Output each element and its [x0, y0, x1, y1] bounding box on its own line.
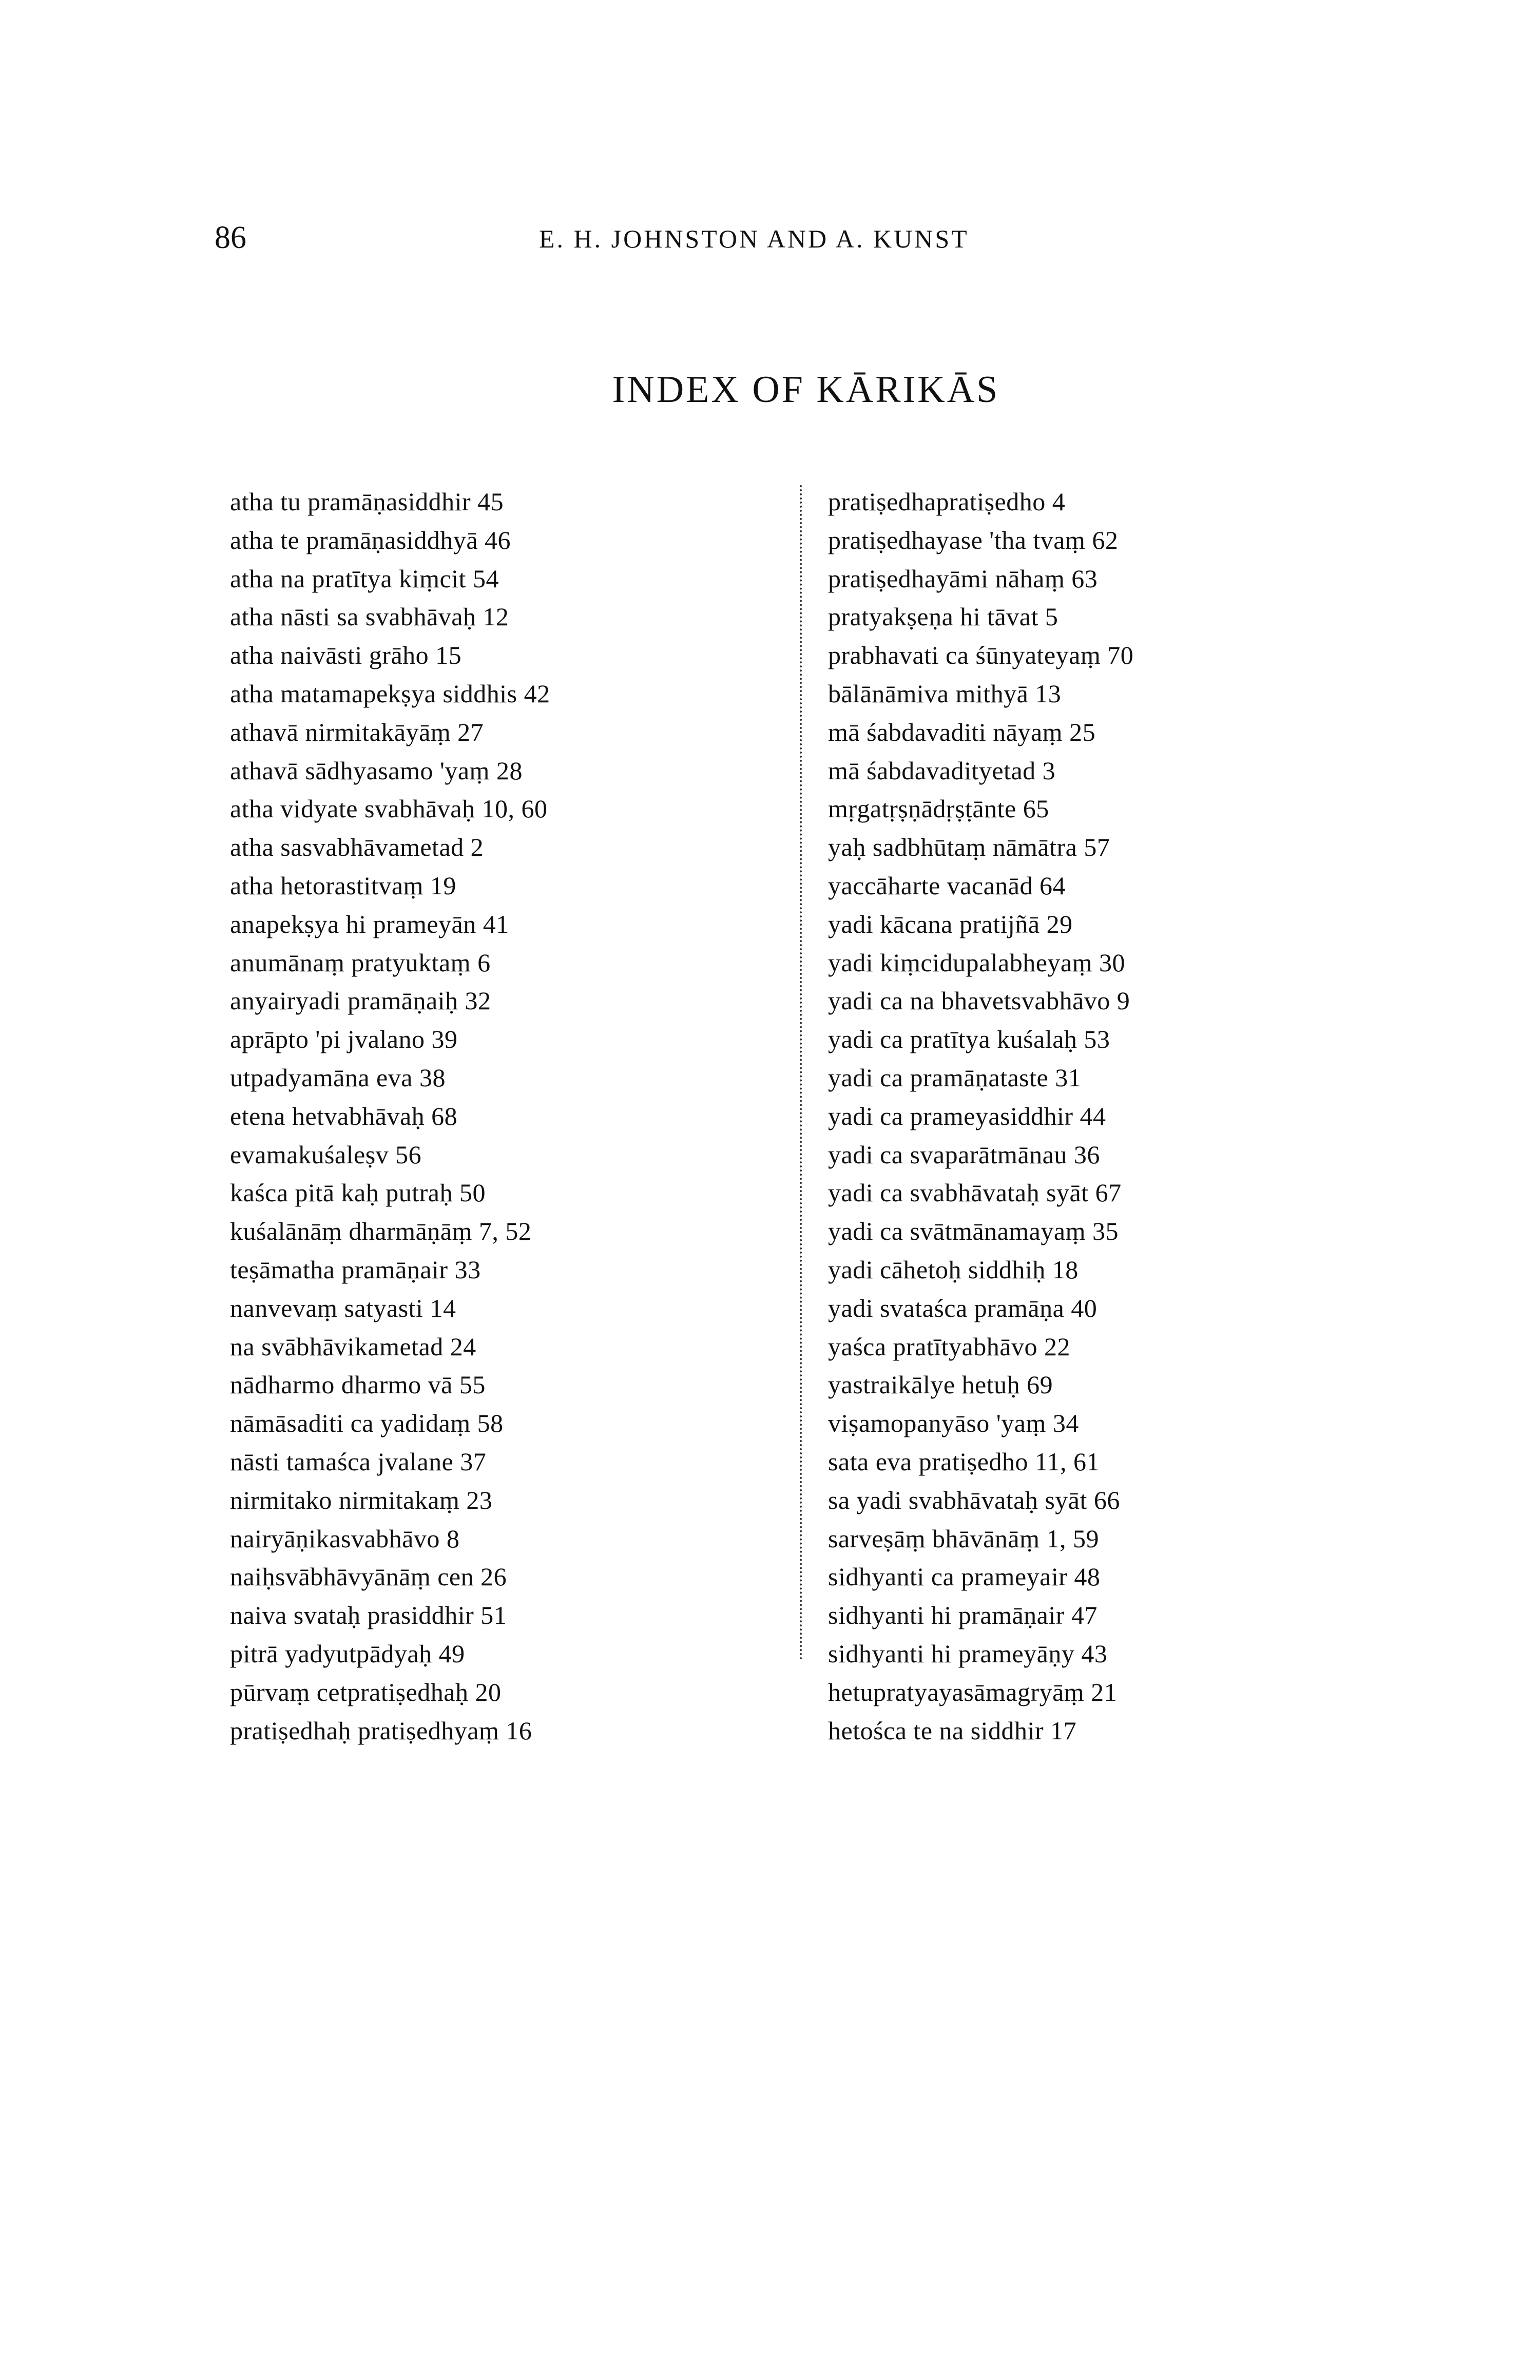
index-entry: yadi ca pratītya kuśalaḥ 53 [828, 1025, 1110, 1054]
index-entry: atha sasvabhāvametad 2 [230, 833, 484, 862]
index-entry: sata eva pratiṣedho 11, 61 [828, 1447, 1100, 1476]
index-entry: utpadyamāna eva 38 [230, 1063, 446, 1092]
index-entry: naiva svataḥ prasiddhir 51 [230, 1601, 507, 1630]
index-entry: atha vidyate svabhāvaḥ 10, 60 [230, 794, 548, 823]
index-entry: athavā nirmitakāyāṃ 27 [230, 717, 484, 746]
index-entry: yadi ca svaparātmānau 36 [828, 1140, 1100, 1169]
index-entry: yadi ca na bhavetsvabhāvo 9 [828, 986, 1130, 1015]
index-entry: teṣāmatha pramāṇair 33 [230, 1255, 481, 1284]
index-entry: atha tu pramāṇasiddhir 45 [230, 487, 504, 516]
index-title: INDEX OF KĀRIKĀS [612, 369, 1000, 411]
index-entry: mṛgatṛṣṇādṛṣṭānte 65 [828, 794, 1049, 823]
index-entry: atha te pramāṇasiddhyā 46 [230, 525, 511, 554]
index-entry: atha naivāsti grāho 15 [230, 641, 462, 670]
index-entry: pratiṣedhaḥ pratiṣedhyaṃ 16 [230, 1716, 532, 1745]
index-entry: hetośca te na siddhir 17 [828, 1716, 1077, 1745]
index-entry: prabhavati ca śūnyateyaṃ 70 [828, 641, 1134, 670]
index-entry: yadi kācana pratijñā 29 [828, 909, 1073, 938]
index-entry: athavā sādhyasamo 'yaṃ 28 [230, 756, 523, 785]
index-entry: anyairyadi pramāṇaiḥ 32 [230, 986, 491, 1015]
index-entry: aprāpto 'pi jvalano 39 [230, 1025, 458, 1054]
index-entry: yadi ca prameyasiddhir 44 [828, 1101, 1106, 1130]
index-entry: viṣamopanyāso 'yaṃ 34 [828, 1409, 1079, 1438]
index-entry: kaśca pitā kaḥ putraḥ 50 [230, 1178, 486, 1207]
index-entry: sarveṣāṃ bhāvānāṃ 1, 59 [828, 1524, 1100, 1553]
index-entry: yaśca pratītyabhāvo 22 [828, 1332, 1070, 1361]
index-entry: pratiṣedhayase 'tha tvaṃ 62 [828, 525, 1119, 554]
index-entry: etena hetvabhāvaḥ 68 [230, 1101, 458, 1130]
karika-index-right-column [828, 483, 1133, 1750]
index-entry: mā śabdavaditi nāyaṃ 25 [828, 717, 1096, 746]
index-entry: yadi kiṃcidupalabheyaṃ 30 [828, 948, 1126, 977]
index-entry: bālānāmiva mithyā 13 [828, 679, 1062, 708]
index-entry: nirmitako nirmitakaṃ 23 [230, 1485, 493, 1514]
running-header: E. H. JOHNSTON AND A. KUNST [539, 224, 969, 253]
index-entry: yadi svataśca pramāṇa 40 [828, 1293, 1098, 1322]
index-entry: sa yadi svabhāvataḥ syāt 66 [828, 1485, 1120, 1514]
index-entry: pratyakṣeṇa hi tāvat 5 [828, 602, 1058, 631]
karika-index-left-column [230, 483, 550, 1750]
index-entry: nāmāsaditi ca yadidaṃ 58 [230, 1409, 504, 1438]
index-entry: hetupratyayasāmagryāṃ 21 [828, 1677, 1118, 1706]
index-entry: yadi ca svabhāvataḥ syāt 67 [828, 1178, 1122, 1207]
index-entry: atha nāsti sa svabhāvaḥ 12 [230, 602, 509, 631]
index-entry: pratiṣedhapratiṣedho 4 [828, 487, 1066, 516]
index-entry: pūrvaṃ cetpratiṣedhaḥ 20 [230, 1677, 502, 1706]
index-entry: sidhyanti hi prameyāṇy 43 [828, 1639, 1108, 1668]
index-entry: anapekṣya hi prameyān 41 [230, 909, 509, 938]
index-entry: yaccāharte vacanād 64 [828, 871, 1066, 900]
index-entry: nāsti tamaśca jvalane 37 [230, 1447, 487, 1476]
index-entry: nādharmo dharmo vā 55 [230, 1370, 486, 1399]
index-entry: evamakuśaleṣv 56 [230, 1140, 422, 1169]
index-entry: mā śabdavadityetad 3 [828, 756, 1056, 785]
index-entry: atha hetorastitvaṃ 19 [230, 871, 456, 900]
index-entry: yadi ca svātmānamayaṃ 35 [828, 1217, 1119, 1246]
index-entry: yastraikālye hetuḥ 69 [828, 1370, 1053, 1399]
index-entry: nanvevaṃ satyasti 14 [230, 1293, 456, 1322]
index-entry: yadi ca pramāṇataste 31 [828, 1063, 1082, 1092]
index-entry: yaḥ sadbhūtaṃ nāmātra 57 [828, 833, 1110, 862]
index-entry: naiḥsvābhāvyānāṃ cen 26 [230, 1562, 507, 1591]
index-entry: atha matamapekṣya siddhis 42 [230, 679, 550, 708]
index-entry: na svābhāvikametad 24 [230, 1332, 476, 1361]
page-number: 86 [215, 220, 246, 255]
column-divider [800, 485, 802, 1661]
index-entry: yadi cāhetoḥ siddhiḥ 18 [828, 1255, 1079, 1284]
index-entry: sidhyanti ca prameyair 48 [828, 1562, 1101, 1591]
index-entry: atha na pratītya kiṃcit 54 [230, 564, 499, 593]
index-entry: pratiṣedhayāmi nāhaṃ 63 [828, 564, 1098, 593]
index-entry: pitrā yadyutpādyaḥ 49 [230, 1639, 465, 1668]
index-entry: nairyāṇikasvabhāvo 8 [230, 1524, 460, 1553]
index-entry: anumānaṃ pratyuktaṃ 6 [230, 948, 491, 977]
index-entry: kuśalānāṃ dharmāṇāṃ 7, 52 [230, 1217, 532, 1246]
index-entry: sidhyanti hi pramāṇair 47 [828, 1601, 1098, 1630]
